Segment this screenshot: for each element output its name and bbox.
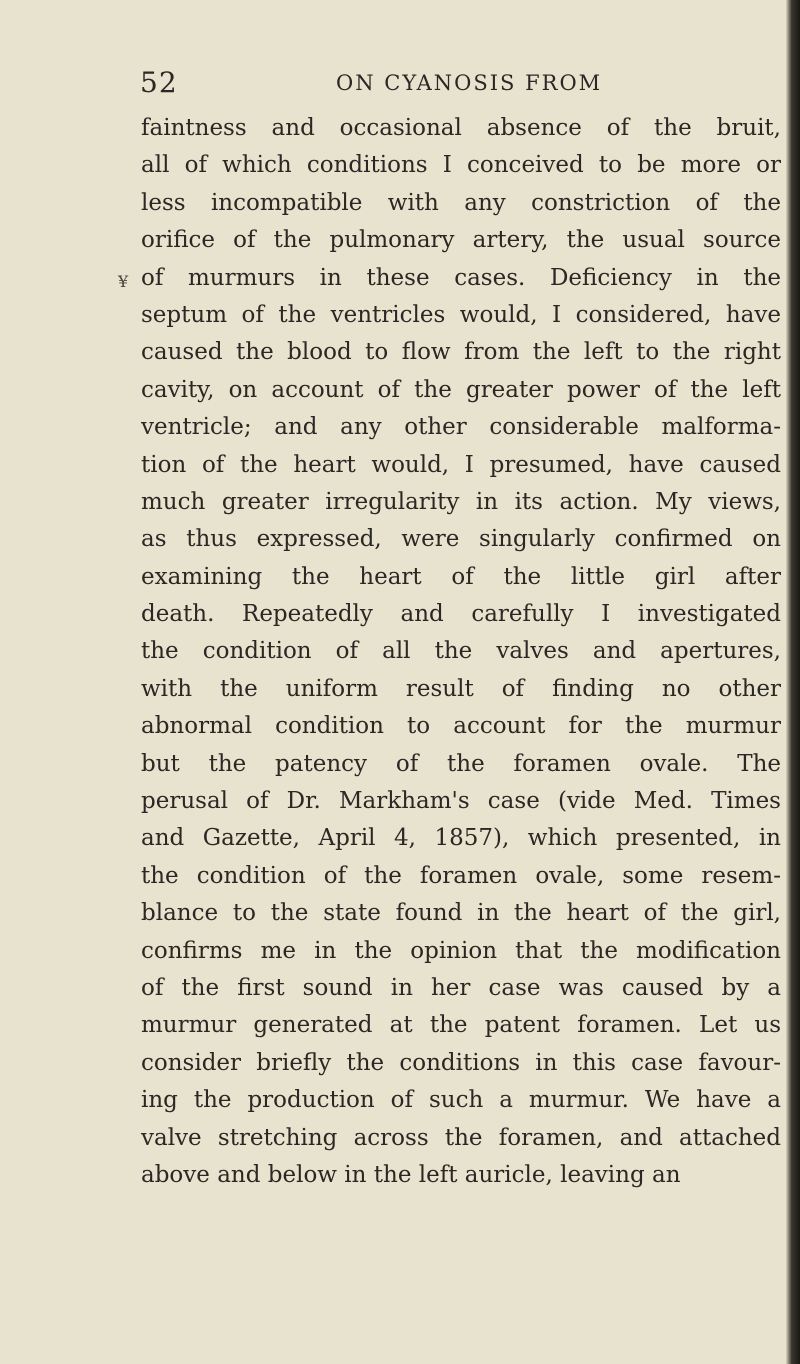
text-line: cavity, on account of the greater power of the left <box>141 376 781 403</box>
text-line: consider briefly the conditions in this case favour- <box>141 1049 781 1076</box>
text-line: orifice of the pulmonary artery, the usual source <box>141 227 781 254</box>
text-line: the condition of the foramen ovale, some resem- <box>141 862 781 889</box>
body-text <box>141 110 781 1194</box>
text-line: less incompatible with any constriction of the <box>141 189 781 216</box>
text-line: tion of the heart would, I presumed, have caused <box>141 451 781 478</box>
text-line: blance to the state found in the heart of the girl, <box>141 900 781 927</box>
text-line: much greater irregularity in its action. My views, <box>141 488 781 515</box>
text-line: of the first sound in her case was caused by a <box>141 974 781 1001</box>
text-line: perusal of Dr. Markham's case (vide Med. Times <box>141 788 781 815</box>
text-line: septum of the ventricles would, I considered, have <box>141 301 781 328</box>
text-line: above and below in the left auricle, leaving an <box>141 1161 681 1188</box>
text-line: and Gazette, April 4, 1857), which presented, in <box>141 825 781 852</box>
text-line: the condition of all the valves and apertures, <box>141 638 781 665</box>
page-edge-shadow <box>786 0 800 1364</box>
margin-mark: ¥ <box>118 272 129 291</box>
text-line: murmur generated at the patent foramen. Let us <box>141 1012 781 1039</box>
text-line: ing the production of such a murmur. We have a <box>141 1087 781 1114</box>
text-line: confirms me in the opinion that the modification <box>141 937 781 964</box>
text-line: caused the blood to flow from the left to the right <box>141 339 781 366</box>
text-line: as thus expressed, were singularly confirmed on <box>141 526 781 553</box>
text-line: but the patency of the foramen ovale. The <box>141 750 781 777</box>
text-line: of murmurs in these cases. Deficiency in the <box>141 264 781 291</box>
page-number: 52 <box>140 66 178 99</box>
text-line: valve stretching across the foramen, and attached <box>141 1124 781 1151</box>
text-line: examining the heart of the little girl after <box>141 563 781 590</box>
page-header <box>140 66 785 106</box>
text-line: ventricle; and any other considerable malforma- <box>141 414 781 441</box>
text-line: abnormal condition to account for the murmur <box>141 713 781 740</box>
text-line: death. Repeatedly and carefully I investigated <box>141 601 781 628</box>
text-line: with the uniform result of finding no other <box>141 675 781 702</box>
text-line: all of which conditions I conceived to be more or <box>141 152 781 179</box>
text-line: faintness and occasional absence of the bruit, <box>141 115 781 141</box>
running-head: ON CYANOSIS FROM <box>336 71 603 95</box>
